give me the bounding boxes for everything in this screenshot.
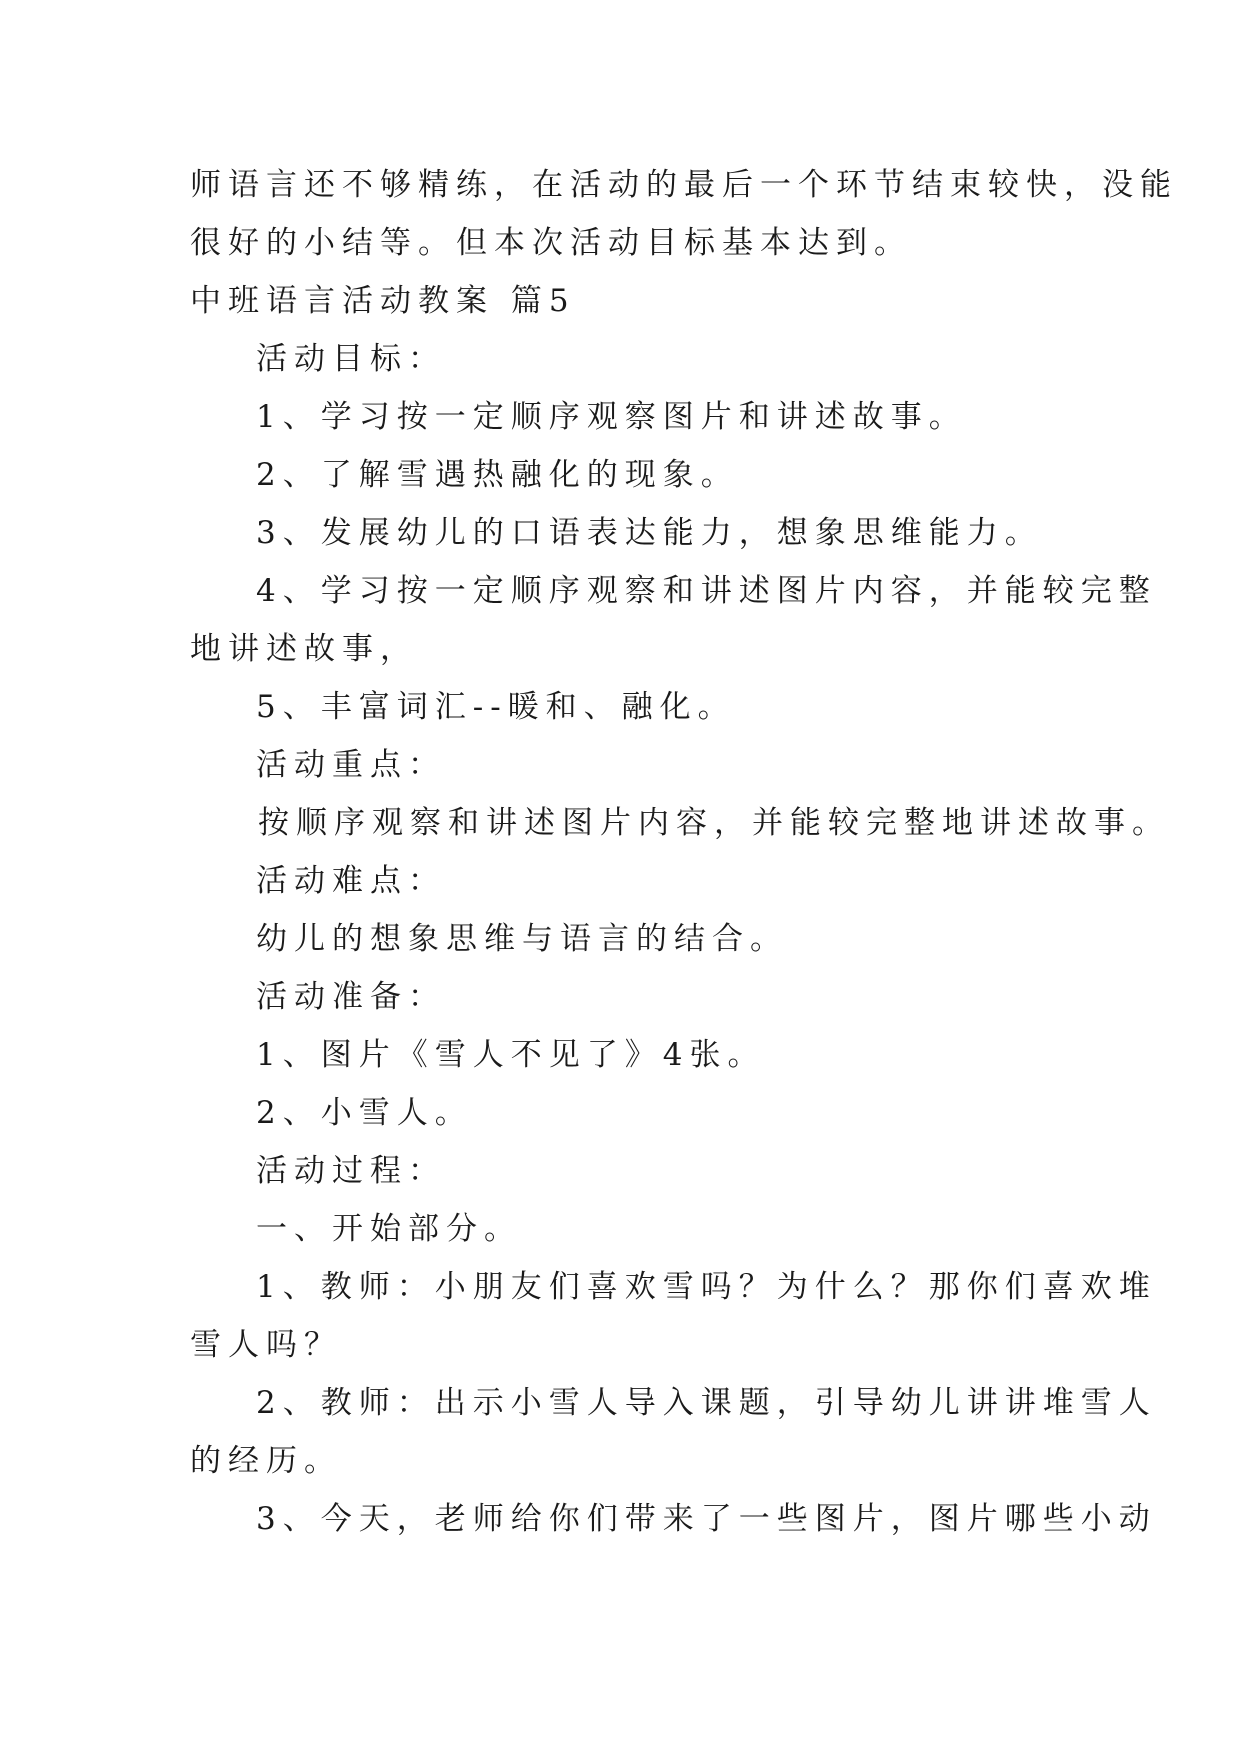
- subheading-process: 活动过程：: [256, 1153, 446, 1189]
- paragraph-line: 幼儿的想象思维与语言的结合。: [256, 921, 788, 957]
- list-item: 2、了解雪遇热融化的现象。: [256, 457, 739, 493]
- list-item: 1、学习按一定顺序观察图片和讲述故事。: [256, 399, 967, 435]
- list-item: 1、图片《雪人不见了》4张。: [256, 1037, 766, 1073]
- list-item-continuation: 的经历。: [190, 1443, 342, 1479]
- list-item-continuation: 地讲述故事，: [190, 631, 418, 667]
- subheading-preparation: 活动准备：: [256, 979, 446, 1015]
- subheading-part-one: 一、开始部分。: [256, 1211, 522, 1247]
- paragraph-line: 师语言还不够精练，在活动的最后一个环节结束较快，没能: [190, 167, 1178, 203]
- list-item: 4、学习按一定顺序观察和讲述图片内容，并能较完整: [256, 573, 1157, 609]
- paragraph-line: 很好的小结等。但本次活动目标基本达到。: [190, 225, 912, 261]
- subheading-key-point: 活动重点：: [256, 747, 446, 783]
- list-item: 5、丰富词汇--暖和、融化。: [256, 689, 736, 725]
- list-item: 3、今天，老师给你们带来了一些图片，图片哪些小动: [256, 1501, 1157, 1537]
- list-item-continuation: 雪人吗？: [190, 1327, 342, 1363]
- paragraph-line: 按顺序观察和讲述图片内容，并能较完整地讲述故事。: [258, 805, 1170, 841]
- section-heading: 中班语言活动教案 篇5: [190, 283, 576, 319]
- subheading-goals: 活动目标：: [256, 341, 446, 377]
- list-item: 2、教师：出示小雪人导入课题，引导幼儿讲讲堆雪人: [256, 1385, 1157, 1421]
- list-item: 3、发展幼儿的口语表达能力，想象思维能力。: [256, 515, 1043, 551]
- list-item: 1、教师：小朋友们喜欢雪吗？为什么？那你们喜欢堆: [256, 1269, 1157, 1305]
- list-item: 2、小雪人。: [256, 1095, 473, 1131]
- subheading-difficulty: 活动难点：: [256, 863, 446, 899]
